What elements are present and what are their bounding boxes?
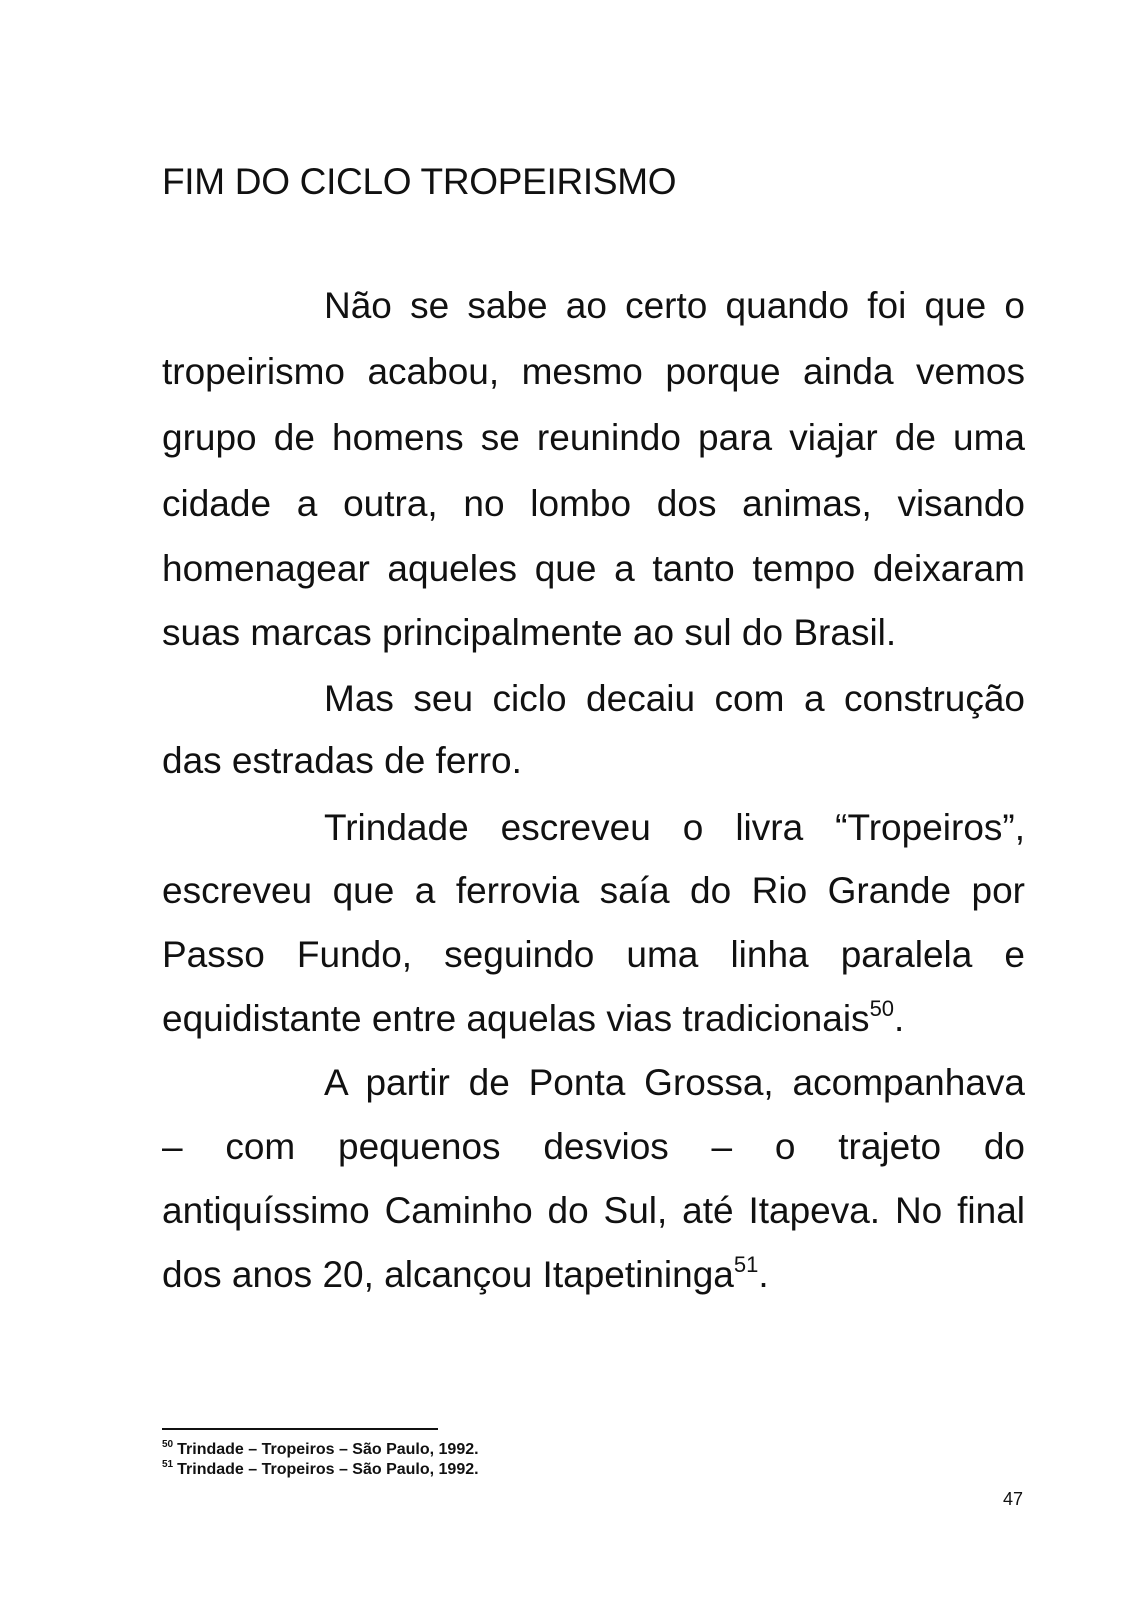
paragraph-2-line-1: Mas seu ciclo decaiu com a construção	[324, 678, 1025, 719]
paragraph-3-line-2: escreveu que a ferrovia saía do Rio Grande por	[162, 870, 1025, 911]
footnote-number: 51	[162, 1458, 174, 1470]
footnote-51	[162, 1460, 479, 1480]
paragraph-4-line-2: – com pequenos desvios – o trajeto do	[162, 1126, 1025, 1167]
footnote-50	[162, 1440, 479, 1460]
paragraph-3-tail: .	[894, 998, 905, 1039]
paragraph-1-line-1: Não se sabe ao certo quando foi que o	[324, 285, 1025, 326]
footnote-text: Trindade – Tropeiros – São Paulo, 1992.	[177, 1441, 479, 1458]
paragraph-4-line-4-text: dos anos 20, alcançou Itapetininga	[162, 1254, 734, 1295]
page-number: 47	[1003, 1489, 1024, 1509]
paragraph-4-line-3: antiquíssimo Caminho do Sul, até Itapeva. No final	[162, 1190, 1025, 1231]
paragraph-2-line-2: das estradas de ferro.	[162, 740, 522, 781]
chapter-heading: FIM DO CICLO TROPEIRISMO	[162, 161, 677, 202]
paragraph-3-line-4	[162, 986, 1025, 1052]
paragraph-3-line-1: Trindade escreveu o livra “Tropeiros”,	[324, 807, 1025, 848]
paragraph-4-line-1: A partir de Ponta Grossa, acompanhava	[324, 1062, 1025, 1103]
paragraph-1-line-4: cidade a outra, no lombo dos animas, visando	[162, 483, 1025, 524]
footnote-separator	[162, 1428, 438, 1430]
footnote-text: Trindade – Tropeiros – São Paulo, 1992.	[177, 1461, 479, 1478]
paragraph-1-line-2: tropeirismo acabou, mesmo porque ainda vemos	[162, 351, 1025, 392]
footnote-number: 50	[162, 1438, 174, 1450]
paragraph-3-line-4-text: equidistante entre aquelas vias tradicionais	[162, 998, 870, 1039]
paragraph-1-line-3: grupo de homens se reunindo para viajar de uma	[162, 417, 1025, 458]
paragraph-4-tail: .	[758, 1254, 769, 1295]
paragraph-1-line-6: suas marcas principalmente ao sul do Brasil.	[162, 612, 897, 653]
footnote-ref-51: 51	[733, 1251, 759, 1277]
paragraph-3-line-3: Passo Fundo, seguindo uma linha paralela e	[162, 934, 1025, 975]
footnote-ref-50: 50	[869, 995, 895, 1021]
paragraph-4-line-4	[162, 1242, 1025, 1308]
paragraph-1-line-5: homenagear aqueles que a tanto tempo deixaram	[162, 548, 1025, 589]
